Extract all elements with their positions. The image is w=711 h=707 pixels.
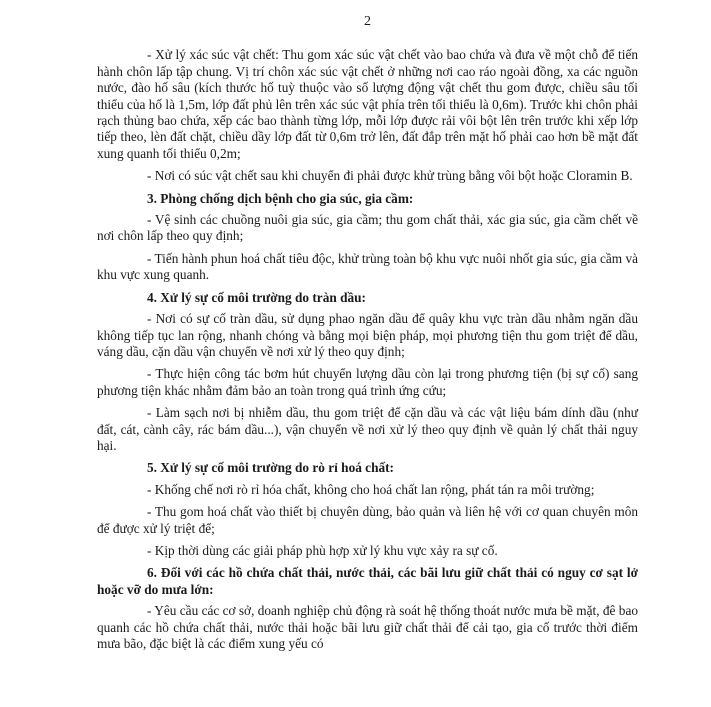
paragraph-oil-boom: - Nơi có sự cố tràn dầu, sử dụng phao ngăn dầu để quây khu vực tràn dầu nhằm ngăn dầu không tiếp tục lan rộng, nhanh chóng và bằng mọi biện pháp, mọi phương tiện thu gom triệt để dầu, váng dầu, cặn dầu vận chuyển về nơi xử lý theo quy định; — [97, 311, 638, 359]
paragraph-oil-cleanup: - Làm sạch nơi bị nhiễm dầu, thu gom triệt để cặn dầu và các vật liệu bám dính dầu (như đất, cát, cành cây, rác bám dầu...), vận chuyển về nơi xử lý theo quy định về quản lý chất thải nguy hại. — [97, 405, 638, 453]
section-heading-waste-reservoirs: 6. Đối với các hồ chứa chất thải, nước thải, các bãi lưu giữ chất thải có nguy cơ sạt lở hoặc vỡ do mưa lớn: — [97, 565, 638, 597]
paragraph-disinfection: - Nơi có súc vật chết sau khi chuyển đi phải được khử trùng bằng vôi bột hoặc Cloramin B. — [147, 168, 633, 184]
paragraph-leak-control: - Khống chế nơi rò rỉ hóa chất, không cho hoá chất lan rộng, phát tán ra môi trường; — [147, 481, 595, 497]
section-heading-chemical-leak: 5. Xử lý sự cố môi trường do rò rỉ hoá chất: — [147, 460, 394, 476]
paragraph-chemical-collection: - Thu gom hoá chất vào thiết bị chuyên dùng, bảo quản và liên hệ với cơ quan chuyên môn để được xử lý triệt để; — [97, 504, 638, 536]
page-number: 2 — [364, 14, 371, 29]
paragraph-oil-pumping: - Thực hiện công tác bơm hút chuyển lượng dầu còn lại trong phương tiện (bị sự cố) sang phương tiện khác nhằm đảm bảo an toàn trong quá trình ứng cứu; — [97, 366, 638, 398]
paragraph-carcass-disposal: - Xử lý xác súc vật chết: Thu gom xác súc vật chết vào bao chứa và đưa về một chỗ để tiến hành chôn lấp tập chung. Vị trí chôn xác súc vật chết ở những nơi cao ráo ngoài đồng, xa các nguồn nước, đào hố sâu (kích thước hố tuỳ thuộc vào số lượng động vật chết thu gom được, chiều sâu tối thiểu của hố là 1,5m, lớp đất phủ lên trên xác súc vật phía trên tối thiểu là 0,6m). Trước khi chôn phải rạch thủng bao chứa, xếp các bao thành từng lớp, mỗi lớp được rải vôi bột lên trên trước khi xếp lớp tiếp theo, lèn đất chặt, chiều dầy lớp đất từ 0,6m trở lên, đất đắp trên mặt hố phải cao hơn bề mặt đất xung quanh tối thiểu 0,2m; — [97, 47, 638, 161]
section-heading-livestock-disease: 3. Phòng chống dịch bệnh cho gia súc, gia cầm: — [147, 190, 414, 206]
section-heading-oil-spill: 4. Xử lý sự cố môi trường do tràn dầu: — [147, 289, 366, 305]
paragraph-drainage-review: - Yêu cầu các cơ sở, doanh nghiệp chủ động rà soát hệ thống thoát nước mưa bề mặt, đê bao quanh các hồ chứa chất thải, nước thải hoặc bãi lưu giữ chất thải để cải tạo, gia cố trước thời điểm mưa bão, đặc biệt là các điểm xung yếu có — [97, 603, 638, 651]
paragraph-timely-response: - Kịp thời dùng các giải pháp phù hợp xử lý khu vực xảy ra sự cố. — [147, 542, 498, 558]
paragraph-barn-hygiene: - Vệ sinh các chuồng nuôi gia súc, gia cầm; thu gom chất thải, xác gia súc, gia cầm chết về nơi chôn lấp theo quy định; — [97, 212, 638, 244]
paragraph-chemical-spraying: - Tiến hành phun hoá chất tiêu độc, khử trùng toàn bộ khu vực nuôi nhốt gia súc, gia cầm và khu vực xung quanh. — [97, 250, 638, 283]
